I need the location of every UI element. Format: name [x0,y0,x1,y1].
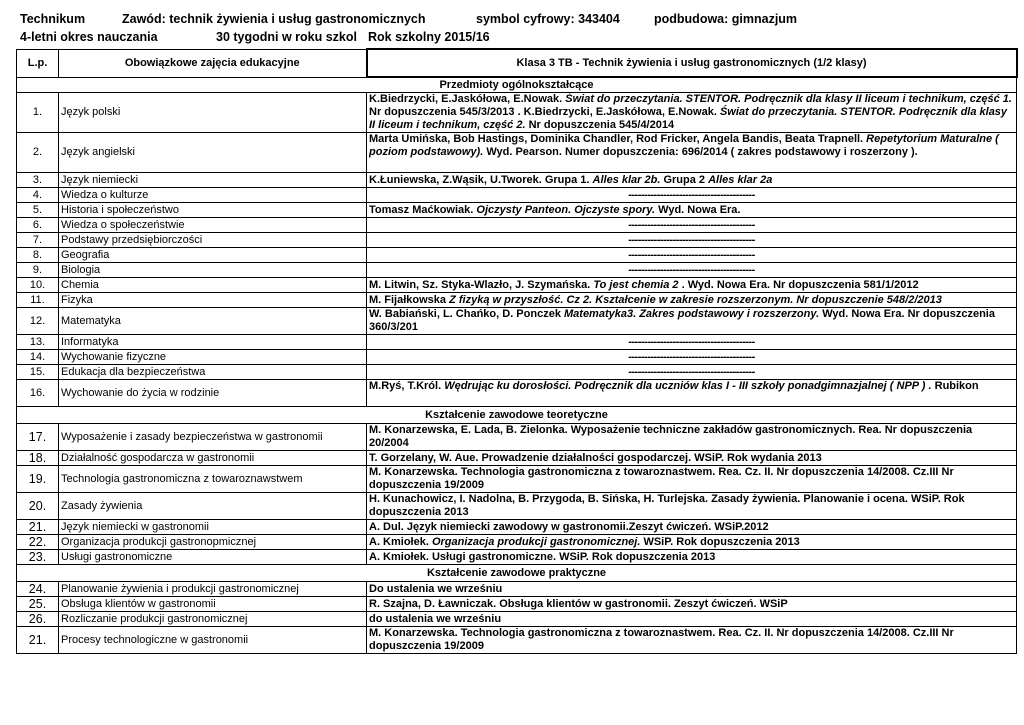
row-number: 15. [17,365,59,380]
row-textbook: A. Kmiołek. Organizacja produkcji gastronomicznej. WSiP. Rok dopuszczenia 2013 [367,535,1017,550]
row-number: 12. [17,308,59,335]
row-subject: Informatyka [59,335,367,350]
table-row [17,380,1017,407]
row-subject: Historia i społeczeństwo [59,203,367,218]
row-subject: Fizyka [59,293,367,308]
row-textbook: M. Konarzewska. Technologia gastronomiczna z towaroznastwem. Rea. Cz. II. Nr dopuszczenia 14/2008. Cz.III Nr dopuszczenia 19/2009 [367,466,1017,493]
row-number: 24. [17,582,59,597]
table-row [17,173,1017,188]
row-subject: Język niemiecki [59,173,367,188]
row-number: 17. [17,424,59,451]
header-zawod: Zawód: technik żywienia i usług gastronomicznych [122,12,426,26]
row-subject: Język angielski [59,133,367,173]
row-textbook: M. Fijałkowska Z fizyką w przyszłość. Cz 2. Kształcenie w zakresie rozszerzonym. Nr dopuszczenie 548/2/2013 [367,293,1017,308]
row-number: 6. [17,218,59,233]
row-subject: Obsługa klientów w gastronomii [59,597,367,612]
row-number: 25. [17,597,59,612]
row-textbook: Tomasz Maćkowiak. Ojczysty Panteon. Ojczyste spory. Wyd. Nowa Era. [367,203,1017,218]
row-number: 21. [17,520,59,535]
textbook-table [16,48,1018,654]
class-title: Klasa 3 TB - Technik żywienia i usług gastronomicznych (1/2 klasy) [367,49,1017,77]
row-subject: Zasady żywienia [59,493,367,520]
row-number: 21. [17,627,59,654]
row-textbook: M. Konarzewska, E. Lada, B. Zielonka. Wyposażenie techniczne zakładów gastronomicznych. Rea. Nr dopuszczenia 20/2004 [367,424,1017,451]
row-textbook-empty: ---------------------------------------- [367,365,1017,380]
table-row [17,597,1017,612]
row-textbook: Marta Umińska, Bob Hastings, Dominika Chandler, Rod Fricker, Angela Bandis, Beata Trapnell. Repetytorium Maturalne ( poziom podstawowy). Wyd. Pearson. Numer dopuszczenia: 696/2014 ( zakres podstawowy i roszerzony ). [367,133,1017,173]
row-number: 7. [17,233,59,248]
row-subject: Planowanie żywienia i produkcji gastronomicznej [59,582,367,597]
header-symbol: symbol cyfrowy: 343404 [476,12,620,26]
header-tygodni: 30 tygodni w roku szkol [216,30,357,44]
row-subject: Usługi gastronomiczne [59,550,367,565]
table-row [17,203,1017,218]
row-subject: Chemia [59,278,367,293]
row-number: 11. [17,293,59,308]
row-number: 13. [17,335,59,350]
row-textbook: K.Biedrzycki, E.Jaskółowa, E.Nowak. Świat do przeczytania. STENTOR. Podręcznik dla klasy II liceum i technikum, część 1. Nr dopuszczenia 545/3/2013 . K.Biedrzycki, E.Jaskółowa, E.Nowak. Świat do przeczytania. STENTOR. Podręcznik dla klasy II liceum i technikum, część 2. Nr dopuszczenia 545/4/2014 [367,93,1017,133]
header-technikum: Technikum [20,12,86,26]
row-textbook-empty: ---------------------------------------- [367,248,1017,263]
row-textbook: Do ustalenia we wrześniu [367,582,1017,597]
header-podbudowa: podbudowa: gimnazjum [654,12,798,26]
row-textbook: do ustalenia we wrześniu [367,612,1017,627]
table-row [17,520,1017,535]
row-subject: Wychowanie fizyczne [59,350,367,365]
row-subject: Geografia [59,248,367,263]
row-textbook-empty: ---------------------------------------- [367,188,1017,203]
row-textbook-empty: ---------------------------------------- [367,335,1017,350]
table-row [17,293,1017,308]
row-number: 20. [17,493,59,520]
row-textbook-empty: ---------------------------------------- [367,350,1017,365]
row-subject: Technologia gastronomiczna z towaroznawstwem [59,466,367,493]
row-textbook: A. Kmiołek. Usługi gastronomiczne. WSiP. Rok dopuszczenia 2013 [367,550,1017,565]
table-row [17,424,1017,451]
row-number: 14. [17,350,59,365]
table-row [17,350,1017,365]
row-number: 18. [17,451,59,466]
row-textbook: K.Łuniewska, Z.Wąsik, U.Tworek. Grupa 1. Alles klar 2b. Grupa 2 Alles klar 2a [367,173,1017,188]
row-textbook: M.Ryś, T.Król. Wędrując ku dorosłości. Podręcznik dla uczniów klas I - III szkoły ponadgimnazjalnej ( NPP ) . Rubikon [367,380,1017,407]
row-subject: Matematyka [59,308,367,335]
row-textbook: T. Gorzelany, W. Aue. Prowadzenie działalności gospodarczej. WSiP. Rok wydania 2013 [367,451,1017,466]
row-number: 19. [17,466,59,493]
row-textbook-empty: ---------------------------------------- [367,233,1017,248]
table-row [17,133,1017,173]
row-number: 5. [17,203,59,218]
table-row [17,550,1017,565]
table-row [17,365,1017,380]
row-textbook: A. Dul. Język niemiecki zawodowy w gastronomii.Zeszyt ćwiczeń. WSiP.2012 [367,520,1017,535]
section-practice: Kształcenie zawodowe praktyczne [17,565,1017,582]
table-row [17,466,1017,493]
row-subject: Wyposażenie i zasady bezpieczeństwa w gastronomii [59,424,367,451]
table-row [17,493,1017,520]
row-textbook: W. Babiański, L. Chańko, D. Ponczek Matematyka3. Zakres podstawowy i rozszerzony. Wyd. Nowa Era. Nr dopuszczenia 360/3/201 [367,308,1017,335]
row-number: 23. [17,550,59,565]
row-textbook: M. Litwin, Sz. Styka-Wlazło, J. Szymańska. To jest chemia 2 . Wyd. Nowa Era. Nr dopuszczenia 581/1/2012 [367,278,1017,293]
row-number: 8. [17,248,59,263]
table-row [17,278,1017,293]
row-textbook: R. Szajna, D. Ławniczak. Obsługa klientów w gastronomii. Zeszyt ćwiczeń. WSiP [367,597,1017,612]
row-subject: Rozliczanie produkcji gastronomicznej [59,612,367,627]
column-header-lp: L.p. [17,49,59,77]
row-textbook: H. Kunachowicz, I. Nadolna, B. Przygoda, B. Sińska, H. Turlejska. Zasady żywienia. Planowanie i ocena. WSiP. Rok dopuszczenia 2013 [367,493,1017,520]
table-row [17,308,1017,335]
row-textbook-empty: ---------------------------------------- [367,218,1017,233]
row-subject: Procesy technologiczne w gastronomii [59,627,367,654]
table-row [17,612,1017,627]
row-subject: Język polski [59,93,367,133]
row-subject: Edukacja dla bezpieczeństwa [59,365,367,380]
table-row [17,335,1017,350]
row-subject: Wiedza o społeczeństwie [59,218,367,233]
row-number: 22. [17,535,59,550]
header-rok: Rok szkolny 2015/16 [368,30,490,44]
row-subject: Wiedza o kulturze [59,188,367,203]
table-row [17,248,1017,263]
row-number: 1. [17,93,59,133]
row-number: 3. [17,173,59,188]
row-number: 16. [17,380,59,407]
table-row [17,627,1017,654]
row-subject: Podstawy przedsiębiorczości [59,233,367,248]
table-row [17,218,1017,233]
row-number: 4. [17,188,59,203]
row-number: 26. [17,612,59,627]
header-okres: 4-letni okres nauczania [20,30,158,44]
column-header-subject: Obowiązkowe zajęcia edukacyjne [59,49,367,77]
table-row [17,535,1017,550]
table-row [17,188,1017,203]
table-row [17,233,1017,248]
table-row [17,93,1017,133]
row-number: 9. [17,263,59,278]
row-number: 10. [17,278,59,293]
row-subject: Biologia [59,263,367,278]
section-general: Przedmioty ogólnokształcące [17,77,1017,93]
row-textbook-empty: ---------------------------------------- [367,263,1017,278]
row-subject: Działalność gospodarcza w gastronomii [59,451,367,466]
table-row [17,582,1017,597]
table-row [17,263,1017,278]
row-number: 2. [17,133,59,173]
table-row [17,451,1017,466]
row-textbook: M. Konarzewska. Technologia gastronomiczna z towaroznastwem. Rea. Cz. II. Nr dopuszczenia 14/2008. Cz.III Nr dopuszczenia 19/2009 [367,627,1017,654]
row-subject: Język niemiecki w gastronomii [59,520,367,535]
row-subject: Organizacja produkcji gastronopmicznej [59,535,367,550]
row-subject: Wychowanie do życia w rodzinie [59,380,367,407]
section-theory: Kształcenie zawodowe teoretyczne [17,407,1017,424]
